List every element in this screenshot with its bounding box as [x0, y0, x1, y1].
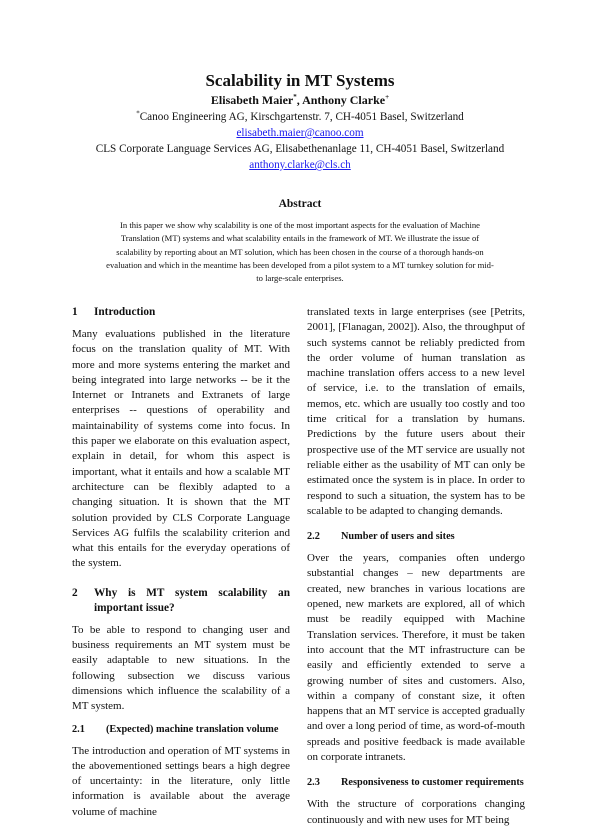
affiliation-text: Canoo Engineering AG, Kirschgartenstr. 7, CH-4051 Basel, Switzerland: [139, 111, 464, 123]
affiliation-mark: *: [136, 109, 140, 118]
left-column: [72, 305, 290, 820]
email-line: [0, 157, 600, 173]
email-link[interactable]: elisabeth.maier@canoo.com: [236, 127, 364, 139]
paragraph: translated texts in large enterprises (see [Petrits, 2001], [Flanagan, 2002]). Also, the throughput of such systems cannot be reliably predicted from the order volume of human translation as machine translation offers access to a new level of service, i.e. to the translation of emails, memos, etc. which are usually too costly and too time critical for a translation by humans. Predictions by the future users about their prospective use of the MT service are usually not reliable either as the usability of MT can only be estimated once the system is in place. In order to respond to such a situation, the system has to be scalable to be adapted to changing demands.: [307, 306, 525, 517]
subsection-heading: [72, 722, 290, 737]
author-mark: +: [385, 93, 390, 101]
author-line: [0, 93, 600, 108]
email-link[interactable]: anthony.clarke@cls.ch: [249, 159, 351, 171]
subsection-heading: [307, 529, 525, 544]
right-column: [307, 305, 525, 828]
affiliation: [0, 109, 600, 125]
section-heading: [72, 586, 290, 616]
paragraph: The introduction and operation of MT systems in the abovementioned settings bears a high degree of uncertainty: in the literature, only little information is available about the average volume of machine: [72, 744, 290, 818]
paragraph: To be able to respond to changing user and business requirements an MT system must be easily adaptable to new situations. In the following subsection we discuss various dimensions which influence the scalability of a MT system.: [72, 623, 290, 713]
subsection-title: Number of users and sites: [341, 531, 455, 543]
subsection-title: Responsiveness to customer requirements: [341, 777, 524, 789]
author-mark: *: [293, 93, 297, 101]
section-heading: [72, 305, 290, 320]
subsection-number: 2.3: [307, 777, 320, 789]
author-name: Elisabeth Maier: [210, 93, 294, 107]
author-separator: ,: [296, 93, 303, 107]
section-title: Why is MT system scalability an important issue?: [94, 586, 290, 614]
email-line: [0, 125, 600, 141]
affiliation-text: CLS Corporate Language Services AG, Elisabethenanlage 11, CH-4051 Basel, Switzerland: [95, 143, 505, 155]
section-number: 2: [72, 586, 78, 599]
abstract-heading: Abstract: [278, 198, 322, 210]
section-title: Introduction: [94, 306, 156, 318]
section-number: 1: [72, 306, 78, 318]
abstract-text: In this paper we show why scalability is one of the most important aspects for the evaluation of Machine Translation (MT) systems and what scalability entails in the framework of MT. We illustrate the issue of scalability by reporting about an MT solution, which has been chosen in the course of a thorough hands-on evaluation and which in the meantime has been developed from a pilot system to a MT turnkey solution for mid- to large-scale enterprises.: [106, 220, 494, 284]
subsection-number: 2.2: [307, 531, 320, 543]
affiliation: [0, 141, 600, 157]
subsection-heading: [307, 775, 525, 790]
paragraph: Many evaluations published in the literature focus on the translation quality of MT. With more and more systems entering the market and being integrated into large networks -- be it the Internet or Intranets and Extranets of large enterprises -- questions of operability and maintainability of systems come into focus. In this paper we elaborate on this evaluation aspect, explain in detail, for whom this aspect is important, what it entails and how a scalable MT architecture can be flexibly adapted to a changing situation. It is shown that the MT solution provided by CLS Corporate Language Services AG fulfils the scalability criterion and what this entails for the everyday operations of the system.: [72, 328, 290, 570]
subsection-number: 2.1: [72, 723, 85, 735]
paper-title: Scalability in MT Systems: [205, 71, 395, 90]
subsection-title: (Expected) machine translation volume: [106, 723, 279, 735]
paragraph: Over the years, companies often undergo substantial changes – new departments are created, new branches in various locations are opened, new markets are explored, all of which must be readily equipped with Machine Translation services. Therefore, it must be taken into account that the MT infrastructure can be easily and efficiently extended to serve a growing number of sites and customers. Also, within a company of constant size, it often happens that an MT service is accepted gradually and over a long period of time, as word-of-mouth spreads and positive feedback is made available on corporate intranets.: [307, 552, 525, 764]
paragraph: With the structure of corporations changing continuously and with new uses for MT being: [307, 798, 525, 826]
author-name: Anthony Clarke: [302, 93, 386, 107]
